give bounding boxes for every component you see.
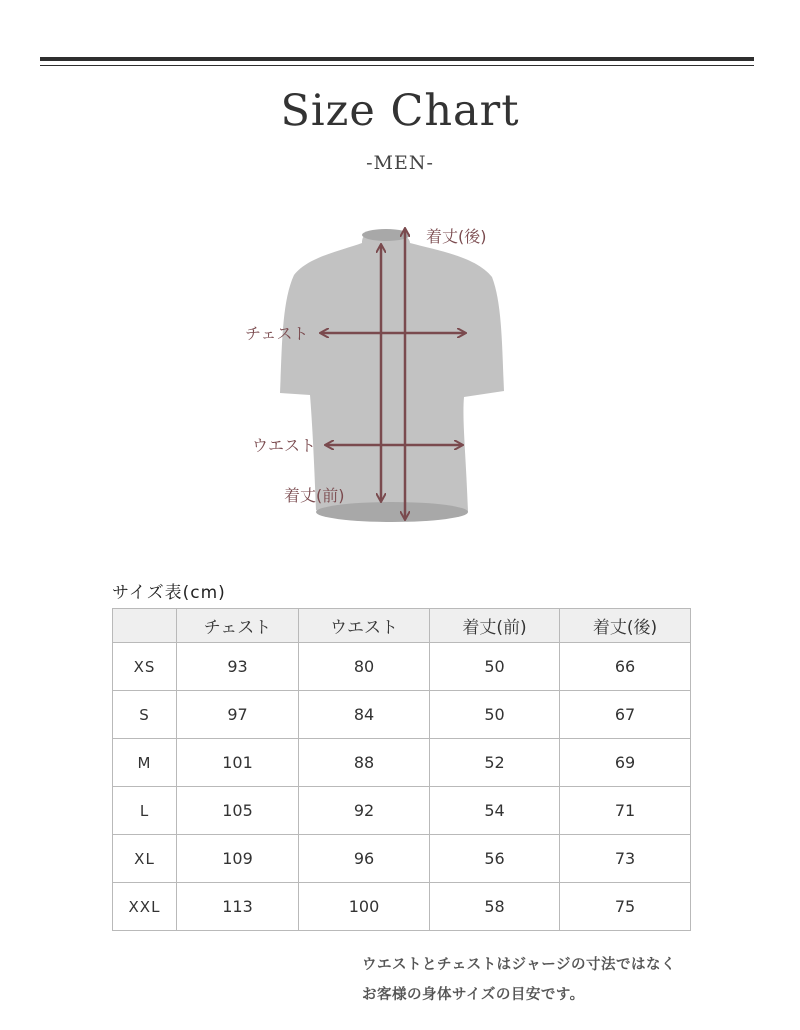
table-caption: サイズ表(cm) — [112, 583, 226, 603]
header-length-back: 着丈(後) — [560, 609, 691, 643]
length-back-cell: 75 — [560, 883, 691, 931]
page-title: Size Chart — [280, 86, 520, 136]
jersey-diagram — [230, 215, 530, 530]
header-chest: チェスト — [177, 609, 299, 643]
chest-cell: 113 — [177, 883, 299, 931]
header-size — [113, 609, 177, 643]
size-note-line-1: ウエストとチェストはジャージの寸法ではなく — [362, 957, 676, 973]
label-length-front: 着丈(前) — [284, 486, 345, 505]
header-rule-thin — [40, 65, 754, 66]
page-subtitle: -MEN- — [366, 152, 434, 174]
jersey-collar — [362, 229, 410, 241]
table-row — [113, 643, 691, 691]
waist-cell: 80 — [299, 643, 430, 691]
size-cell: XL — [113, 835, 177, 883]
table-row — [113, 787, 691, 835]
length-front-cell: 58 — [430, 883, 560, 931]
jersey-silhouette — [280, 232, 504, 522]
chest-cell: 101 — [177, 739, 299, 787]
length-front-cell: 50 — [430, 691, 560, 739]
waist-cell: 96 — [299, 835, 430, 883]
length-front-cell: 56 — [430, 835, 560, 883]
size-cell: XXL — [113, 883, 177, 931]
chest-cell: 93 — [177, 643, 299, 691]
chest-cell: 109 — [177, 835, 299, 883]
size-cell: M — [113, 739, 177, 787]
header-waist: ウエスト — [299, 609, 430, 643]
header-rule-thick — [40, 57, 754, 61]
waist-cell: 100 — [299, 883, 430, 931]
size-cell: S — [113, 691, 177, 739]
length-back-cell: 66 — [560, 643, 691, 691]
size-note — [362, 950, 676, 1010]
waist-cell: 84 — [299, 691, 430, 739]
length-front-cell: 50 — [430, 643, 560, 691]
length-front-cell: 54 — [430, 787, 560, 835]
header-length-front: 着丈(前) — [430, 609, 560, 643]
size-table — [112, 608, 691, 931]
chest-cell: 97 — [177, 691, 299, 739]
size-cell: L — [113, 787, 177, 835]
length-back-cell: 69 — [560, 739, 691, 787]
table-header-row — [113, 609, 691, 643]
table-row — [113, 739, 691, 787]
length-back-cell: 71 — [560, 787, 691, 835]
size-note-line-2: お客様の身体サイズの目安です。 — [362, 987, 585, 1003]
length-front-cell: 52 — [430, 739, 560, 787]
label-length-back: 着丈(後) — [426, 227, 487, 246]
length-back-cell: 73 — [560, 835, 691, 883]
label-chest: チェスト — [245, 324, 309, 343]
label-waist: ウエスト — [252, 436, 317, 455]
size-cell: XS — [113, 643, 177, 691]
waist-cell: 88 — [299, 739, 430, 787]
table-row — [113, 691, 691, 739]
waist-cell: 92 — [299, 787, 430, 835]
chest-cell: 105 — [177, 787, 299, 835]
table-row — [113, 835, 691, 883]
table-row — [113, 883, 691, 931]
length-back-cell: 67 — [560, 691, 691, 739]
jersey-hem — [316, 502, 468, 522]
